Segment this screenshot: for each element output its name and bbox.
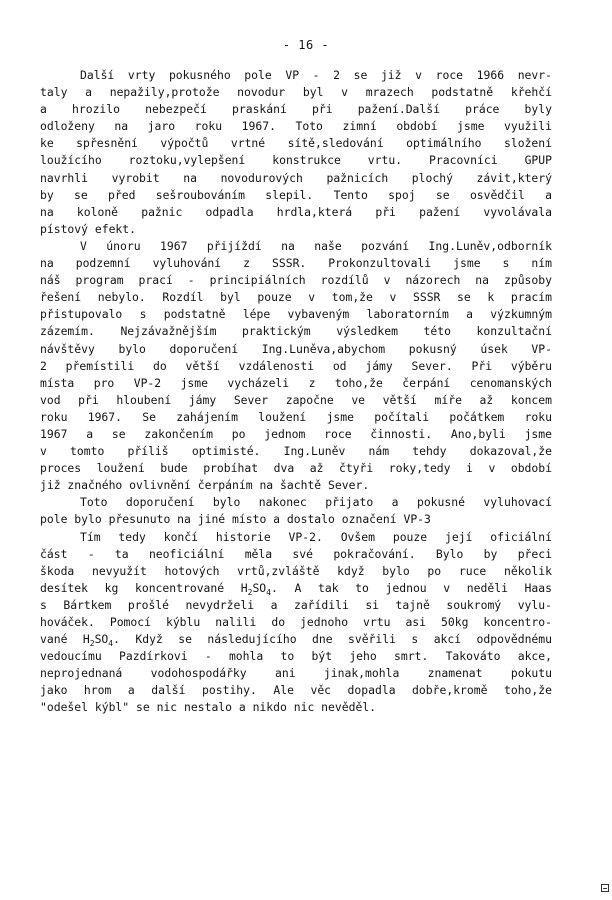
text-line: proces loužení bude probíhat dva až čtyři roky,tedy i v období — [40, 461, 552, 476]
text-line: škoda nevyužít hotových vrtů,zvláště když bylo po ruce několik — [40, 563, 552, 578]
text-line: roku 1967. Se zahájením loužení jsme počítali počátkem roku — [40, 409, 552, 424]
text-line: pole bylo přesunuto na jiné místo a dostalo označení VP-3 — [40, 512, 431, 527]
page-corner-icon — [601, 884, 609, 892]
text-line: již značného ovlivnění čerpáním na šachtě Sever. — [40, 478, 370, 493]
text-line: Toto doporučení bylo nakonec přijato a pokusné vyluhovací — [80, 495, 552, 510]
text-line: pístový efekt. — [40, 221, 137, 236]
paragraph — [40, 529, 552, 717]
text-line: část - ta neoficiální měla své pokračování. Bylo by přeci — [40, 546, 552, 561]
text-line: neprojednaná vodohospodářky ani jinak,mohla znamenat pokutu — [40, 666, 552, 681]
text-line: hováček. Pomocí kýblu nalili do jednoho vrtu asi 50kg koncentro- — [40, 615, 552, 629]
text-line: návštěvy bylo doporučení Ing.Luněva,abychom pokusný úsek VP- — [40, 341, 552, 356]
page-number: - 16 - — [282, 38, 330, 52]
paragraph — [40, 494, 552, 528]
text-line: Tím tedy končí historie VP-2. Ovšem pouze její oficiální — [80, 529, 552, 544]
text-line: v tomto příliš optimisté. Ing.Luněv nám tehdy dokazoval,že — [40, 444, 552, 459]
text-line: "odešel kýbl" se nic nestalo a nikdo nic nevěděl. — [40, 700, 377, 715]
text-line: by se před sešroubováním slepil. Tento spoj se osvědčil a — [40, 187, 552, 202]
text-line: jako hrom a další postihy. Ale věc dopadla dobře,kromě toho,že — [40, 683, 552, 698]
text-line: náš program prací - principiálních rozdílů v názorech na způsoby — [40, 273, 552, 288]
text-line: taly a nepažily,protože novodur byl v mrazech podstatně křehčí — [40, 85, 552, 100]
text-line: řešení nebylo. Rozdíl byl pouze v tom,že v SSSR se k pracím — [40, 290, 552, 305]
text-line: Další vrty pokusného pole VP - 2 se již v roce 1966 nevr- — [80, 68, 552, 82]
document-body — [40, 67, 552, 717]
text-line: vané $H_2SO_4$. Když se následujícího dne svěřili s akcí odpovědnému — [40, 632, 552, 649]
text-line: desítek kg koncentrované $H_2SO_4$. A tak to jednou v neděli Haas — [40, 580, 552, 597]
text-line: s Bártkem prošlé nevydrželi a zařídili si tajně soukromý vylu- — [40, 597, 552, 612]
text-line: a hrozilo nebezpečí praskání při pažení.Další práce byly — [40, 102, 552, 117]
text-line: odloženy na jaro roku 1967. Toto zimní období jsme využili — [40, 119, 552, 134]
text-line: přistupovalo s podstatně lépe vybaveným laboratorním a výzkumným — [40, 307, 552, 322]
paragraph — [40, 67, 552, 238]
text-line: na podzemní vyluhování z SSSR. Prokonzultovali jsme s ním — [40, 256, 552, 271]
text-line: na koloně pažnic odpadla hrdla,která při pažení vyvolávala — [40, 204, 552, 219]
text-line: 2 přemístili do větší vzdálenosti od jámy Sever. Při výběru — [40, 358, 552, 373]
text-line: vod při hloubení jámy Sever započne ve větší míře až koncem — [40, 392, 552, 407]
text-line: loužícího roztoku,vylepšení konstrukce vrtu. Pracovníci GPUP — [40, 153, 552, 168]
text-line: vedoucímu Pazdírkovi - mohla to být jeho smrt. Takováto akce, — [40, 649, 552, 664]
text-line: místa pro VP-2 jsme vycházeli z toho,že čerpání cenomanských — [40, 375, 552, 390]
text-line: zázemím. Nejzávažnějším praktickým výsledkem této konzultační — [40, 324, 552, 339]
text-line: navrhli vyrobit na novodurových pažnicích plochý závit,který — [40, 170, 552, 185]
text-line: V únoru 1967 přijíždí na naše pozvání Ing.Luněv,odborník — [80, 238, 552, 253]
text-line: ke spřesnění výpočtů vrtné sítě,sledování optimálního složení — [40, 136, 552, 151]
paragraph — [40, 238, 552, 494]
text-line: 1967 a se zakončením po jednom roce činnosti. Ano,byli jsme — [40, 426, 552, 441]
